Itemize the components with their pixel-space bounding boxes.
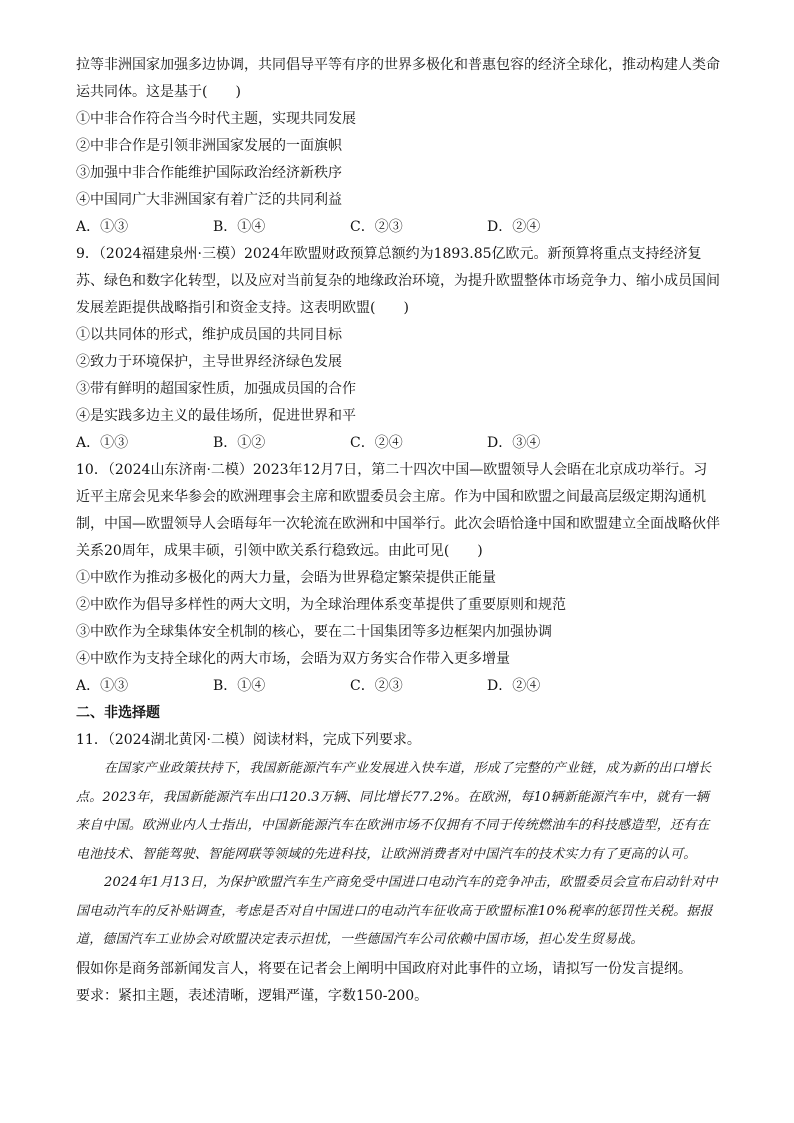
statement: ④中国同广大非洲国家有着广泛的共同利益 [76,192,342,208]
material-block [76,755,721,955]
option-d[interactable]: D．③④ [487,435,541,451]
question-stem: 拉等非洲国家加强多边协调，共同倡导平等有序的世界多极化和普惠包容的经济全球化，推动构建人类命运共同体。这是基于( ) [76,57,720,100]
question-stem: 10．（2024山东济南·二模）2023年12月7日，第二十四次中国—欧盟领导人会晤在北京成功举行。习近平主席会见来华参会的欧洲理事会主席和欧盟委员会主席。作为中国和欧盟之间最高层级定期沟通机制，中国—欧盟领导人会晤每年一次轮流在欧洲和中国举行。此次会晤恰逢中国和欧盟建立全面战略伙伴关系20周年，成果丰硕，引领中欧关系行稳致远。由此可见( ) [76,462,720,559]
statement: ④中欧作为支持全球化的两大市场，会晤为双方务实合作带入更多增量 [76,651,510,667]
statement: ③加强中非合作能维护国际政治经济新秩序 [76,165,342,181]
statement: ①以共同体的形式，维护成员国的共同目标 [76,327,342,343]
option-b[interactable]: B．①② [213,435,266,451]
statement: ②中欧作为倡导多样性的两大文明，为全球治理体系变革提供了重要原则和规范 [76,597,566,613]
option-b[interactable]: B．①④ [213,219,266,235]
material-paragraph: 在国家产业政策扶持下，我国新能源汽车产业发展进入快车道，形成了完整的产业链，成为新的出口增长点。2023年，我国新能源汽车出口120.3万辆、同比增长77.2%。在欧洲，每10辆新能源汽车中，就有一辆来自中国。欧洲业内人士指出，中国新能源汽车在欧洲市场不仅拥有不同于传统燃油车的科技感造型，还有在电池技术、智能驾驶、智能网联等领域的先进科技，让欧洲消费者对中国汽车的技术实力有了更高的认可。 [76,761,712,862]
statement: ③中欧作为全球集体安全机制的核心，要在二十国集团等多边框架内加强协调 [76,624,552,640]
option-d[interactable]: D．②④ [487,219,541,235]
option-c[interactable]: C．②③ [350,678,403,694]
statement: ②致力于环境保护，主导世界经济绿色发展 [76,354,342,370]
option-b[interactable]: B．①④ [213,678,266,694]
option-c[interactable]: C．②④ [350,435,403,451]
question-8 [76,52,721,241]
statement: ③带有鲜明的超国家性质，加强成员国的合作 [76,381,356,397]
statement: ①中欧作为推动多极化的两大力量，会晤为世界稳定繁荣提供正能量 [76,570,496,586]
section-heading: 二、非选择题 [76,705,160,721]
option-a[interactable]: A．①③ [76,435,129,451]
answer-options [76,430,721,457]
question-10 [76,457,721,700]
option-c[interactable]: C．②③ [350,219,403,235]
material-paragraph: 2024年1月13日，为保护欧盟汽车生产商免受中国进口电动汽车的竞争冲击，欧盟委员会宣布启动针对中国电动汽车的反补贴调查，考虑是否对自中国进口的电动汽车征收高于欧盟标准10%税率的惩罚性关税。据报道，德国汽车工业协会对欧盟决定表示担忧，一些德国汽车公司依赖中国市场，担心发生贸易战。 [76,875,718,947]
option-d[interactable]: D．②④ [487,678,541,694]
statement: ①中非合作符合当今时代主题，实现共同发展 [76,111,356,127]
question-9 [76,241,721,457]
statement: ②中非合作是引领非洲国家发展的一面旗帜 [76,138,342,154]
question-stem: 9．（2024福建泉州·三模）2024年欧盟财政预算总额约为1893.85亿欧元。新预算将重点支持经济复苏、绿色和数字化转型，以及应对当前复杂的地缘政治环境，为提升欧盟整体市场竞争力、缩小成员国间发展差距提供战略指引和资金支持。这表明欧盟( ) [76,246,720,316]
option-a[interactable]: A．①③ [76,219,129,235]
task-text: 假如你是商务部新闻发言人，将要在记者会上阐明中国政府对此事件的立场，请拟写一份发言提纲。 [76,960,692,977]
answer-options [76,673,721,700]
question-11 [76,727,721,1010]
question-stem: 11．（2024湖北黄冈·二模）阅读材料，完成下列要求。 [76,732,421,748]
exam-page [76,52,721,1010]
statement: ④是实践多边主义的最佳场所，促进世界和平 [76,408,356,424]
requirement-text: 要求：紧扣主题，表述清晰，逻辑严谨，字数150-200。 [76,987,429,1004]
option-a[interactable]: A．①③ [76,678,129,694]
answer-options [76,214,721,241]
